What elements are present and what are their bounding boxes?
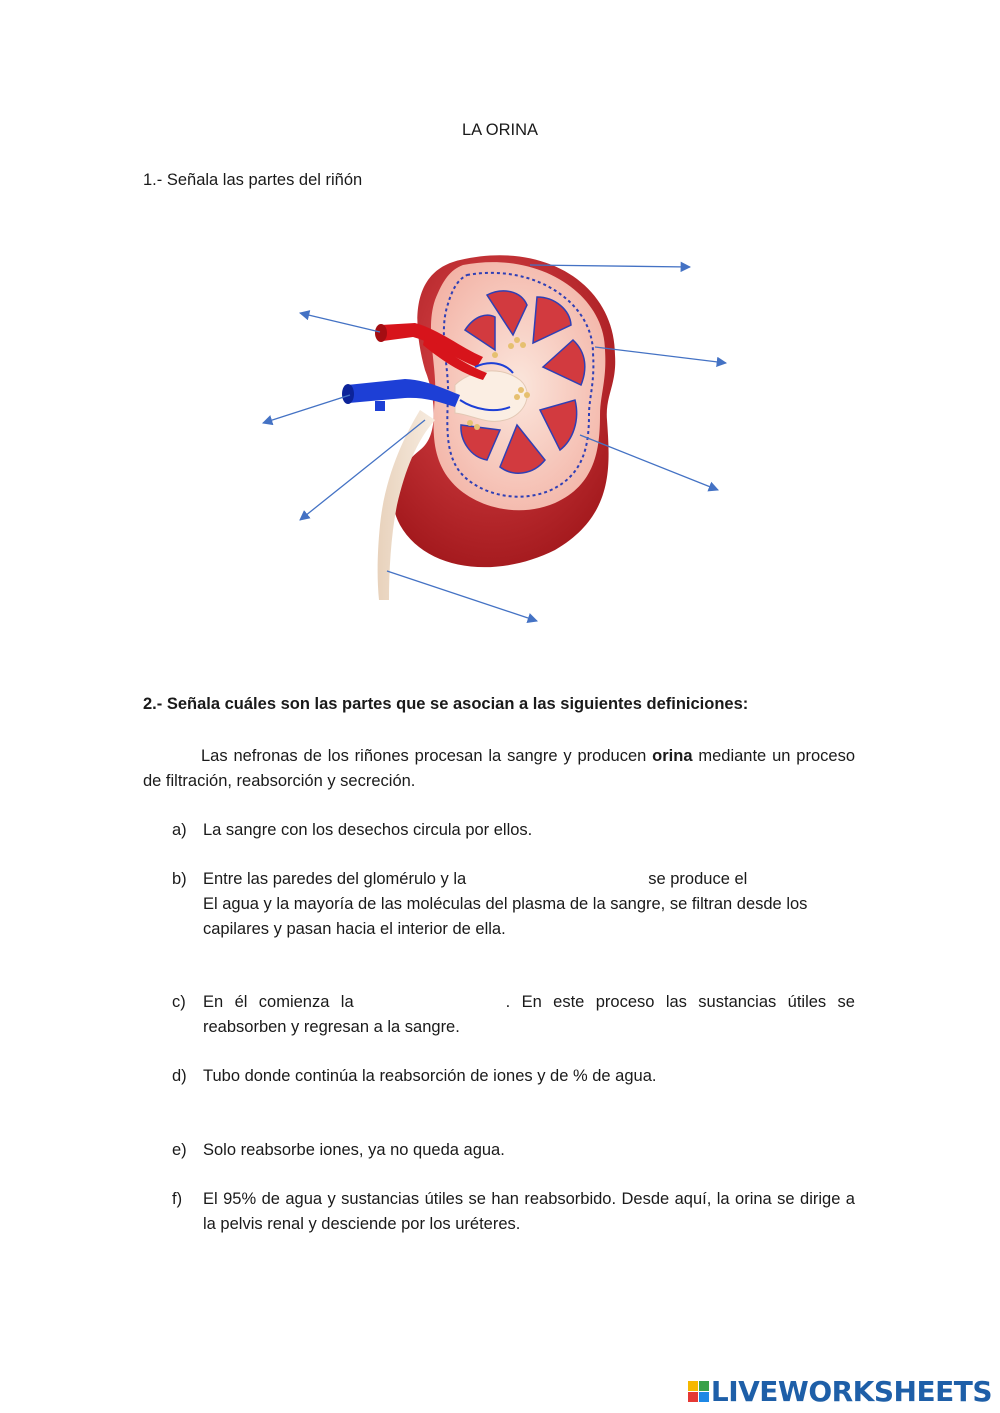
liveworksheets-brand [688, 1375, 992, 1408]
item-letter: d) [172, 1067, 187, 1085]
arrow-ureter-bottom [387, 571, 537, 621]
item-letter: b) [172, 870, 187, 888]
item-letter: f) [172, 1190, 183, 1208]
question-2-label: 2.- Señala cuáles son las partes que se asocian a las siguientes definiciones: [143, 695, 749, 713]
page-title: LA ORINA [461, 121, 539, 139]
brand-name: LIVEWORKSHEETS [710, 1375, 992, 1408]
intro-text-start: Las nefronas de los riñones procesan la sangre y producen [201, 747, 653, 765]
kidney-diagram [255, 235, 735, 630]
item-text: Solo reabsorbe iones, ya no queda agua. [203, 1141, 505, 1159]
definition-f [172, 1187, 855, 1237]
intro-paragraph [143, 744, 855, 794]
item-text: En él comienza la [203, 993, 354, 1011]
definition-b [172, 867, 855, 942]
question-1-label: 1.- Señala las partes del riñón [143, 171, 363, 189]
intro-text-end: mediante un proceso de filtración, reabsorción y secreción. [143, 747, 855, 790]
item-text: El 95% de agua y sustancias útiles se han reabsorbido. Desde aquí, la orina se dirige a la pelvis renal y desciende por los uréteres. [203, 1190, 855, 1233]
definition-d [172, 1064, 855, 1089]
definition-a [172, 818, 855, 843]
arrow-artery-left [300, 313, 380, 332]
item-text: se produce el [648, 870, 748, 888]
item-letter: e) [172, 1141, 187, 1159]
arrow-vein-left [263, 395, 350, 423]
item-text: El agua y la mayoría de las moléculas del plasma de la sangre, se filtran desde los capilares y pasan hacia el interior de ella. [203, 895, 808, 938]
item-text: Entre las paredes del glomérulo y la [203, 870, 467, 888]
item-text: Tubo donde continúa la reabsorción de iones y de % de agua. [203, 1067, 657, 1085]
intro-bold-word: orina [652, 747, 693, 765]
liveworksheets-logo-icon [688, 1381, 709, 1402]
item-letter: a) [172, 821, 187, 839]
item-text: . En este proceso las sustancias útiles se reabsorben y regresan a la sangre. [203, 993, 855, 1036]
definition-c [172, 990, 855, 1040]
item-letter: c) [172, 993, 186, 1011]
kidney-illustration [255, 235, 735, 630]
item-text: La sangre con los desechos circula por ellos. [203, 821, 533, 839]
definition-e [172, 1138, 855, 1163]
